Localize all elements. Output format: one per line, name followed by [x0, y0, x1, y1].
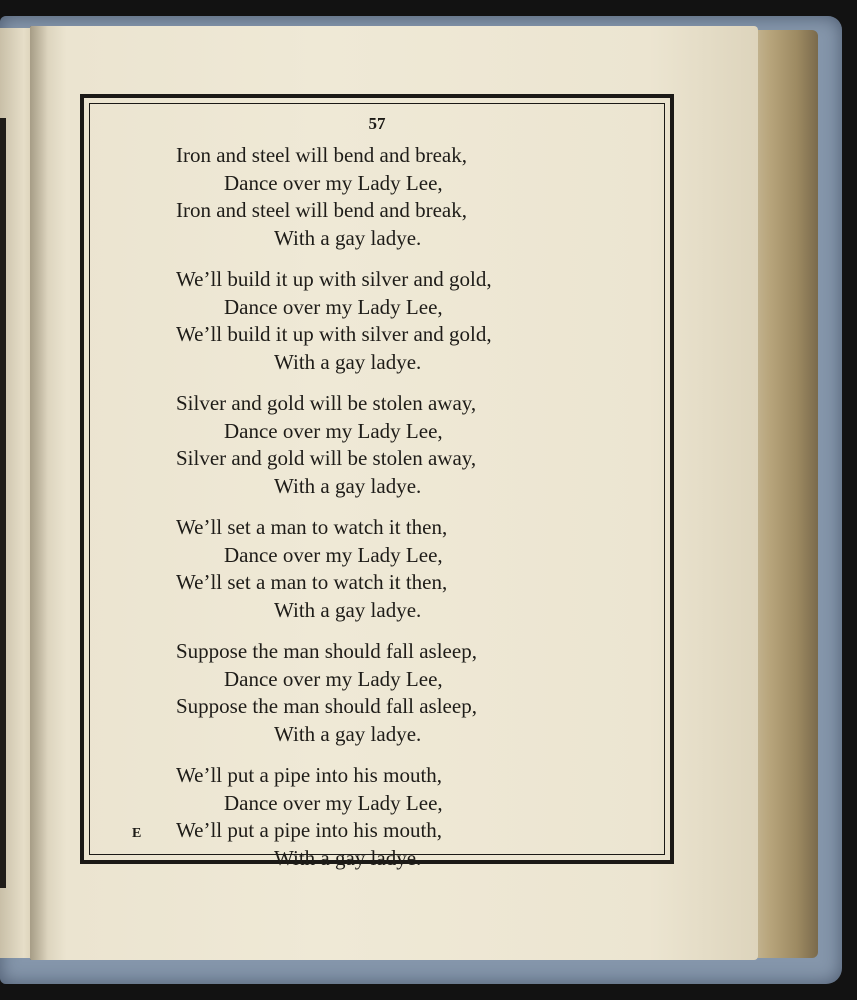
poem-line: With a gay ladye. — [274, 349, 422, 374]
poem-line: Dance over my Lady Lee, — [224, 790, 443, 815]
stanza — [176, 762, 596, 872]
poem-line: With a gay ladye. — [274, 845, 422, 870]
page-border — [80, 94, 674, 870]
poem-line: We’ll put a pipe into his mouth, — [176, 763, 443, 787]
poem-line: We’ll set a man to watch it then, — [176, 570, 448, 594]
poem-line: Suppose the man should fall asleep, — [176, 694, 477, 718]
poem-line: With a gay ladye. — [274, 225, 422, 250]
poem-line: With a gay ladye. — [274, 721, 422, 746]
poem-line: Dance over my Lady Lee, — [224, 418, 443, 443]
stanza — [176, 266, 596, 376]
poem-line: Iron and steel will bend and break, — [176, 143, 467, 167]
poem-line: We’ll build it up with silver and gold, — [176, 267, 492, 291]
poem-line: We’ll build it up with silver and gold, — [176, 322, 492, 346]
poem-line: Suppose the man should fall asleep, — [176, 639, 477, 663]
page-number: 57 — [368, 114, 386, 133]
book-page — [30, 26, 758, 960]
signature-mark: E — [132, 826, 142, 841]
poem-line: Dance over my Lady Lee, — [224, 666, 443, 691]
poem-line: We’ll set a man to watch it then, — [176, 515, 448, 539]
poem-line: Dance over my Lady Lee, — [224, 170, 443, 195]
poem-line: With a gay ladye. — [274, 473, 422, 498]
stanza — [176, 638, 596, 748]
poem-line: Dance over my Lady Lee, — [224, 542, 443, 567]
poem-line: Silver and gold will be stolen away, — [176, 391, 477, 415]
stanza — [176, 390, 596, 500]
left-page-rule — [0, 118, 6, 888]
poem-line: With a gay ladye. — [274, 597, 422, 622]
poem-line: Iron and steel will bend and break, — [176, 198, 467, 222]
gutter-shadow — [30, 26, 48, 960]
poem-line: Silver and gold will be stolen away, — [176, 446, 477, 470]
page-border-inner — [89, 103, 665, 870]
poem — [176, 142, 596, 886]
stanza — [176, 514, 596, 624]
poem-line: Dance over my Lady Lee, — [224, 294, 443, 319]
stanza — [176, 142, 596, 252]
poem-line: We’ll put a pipe into his mouth, — [176, 818, 443, 842]
page-edges — [748, 30, 818, 958]
